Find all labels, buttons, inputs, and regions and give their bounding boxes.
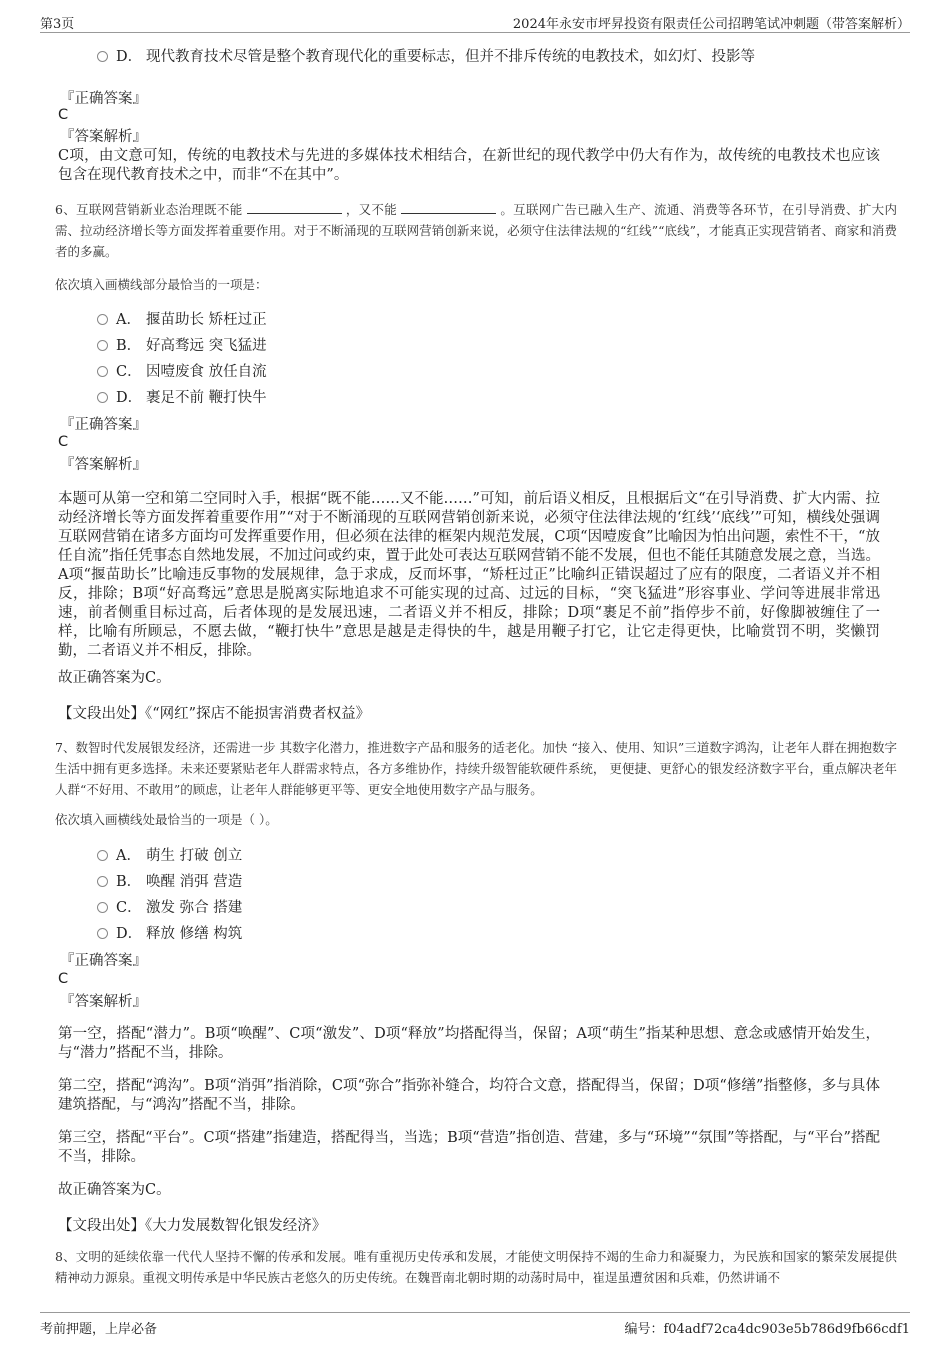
radio-icon[interactable] <box>97 902 108 913</box>
radio-icon[interactable] <box>97 850 108 861</box>
answer-value: C <box>58 434 69 450</box>
analysis-text-3: 第三空，搭配“平台”。C项“搭建”指建造，搭配得当，当选；B项“营造”指创造、营建，多与“环境”“氛围”等搭配，与“平台”搭配不当，排除。 <box>58 1130 880 1165</box>
radio-icon[interactable] <box>97 314 108 325</box>
q6-option-c[interactable]: C． 因噎废食 放任自流 <box>97 362 267 382</box>
source-citation: 【文段出处】《“网红”探店不能损害消费者权益》 <box>58 706 371 722</box>
analysis-text: 本题可从第一空和第二空同时入手，根据“既不能……又不能……”可知，前后语义相反，且根据后文“在引导消费、扩大内需、拉动经济增长等方面发挥着重要作用”“对于不断涌现的互联网营销创新来说，必须守住法律法规的‘红线’‘底线’”可知，横线处强调互联网营销在诸多方面均可发挥重要作用，但必须在法律的框架内规范发展，C项“因噎废食”比喻因为怕出问题，索性不干，“放任自流”指任凭事态自然地发展，不加过问或约束，置于此处可表达互联网营销不能不发展，但也不能任其随意发展之意，当选。A项“揠苗助长”比喻违反事物的发展规律，急于求成，反而坏事，“矫枉过正”比喻纠正错误超过了应有的限度，二者语义并不相反，排除；B项“好高骛远”意思是脱离实际地追求不可能实现的过高、过远的目标，“突飞猛进”形容事业、学问等进展非常迅速，前者侧重目标过高，后者体现的是发展迅速，二者语义并不相反，排除；D项“裹足不前”指停步不前，好像脚被缠住了一样，比喻有所顾忌，不愿去做，“鞭打快牛”意思是越是走得快的牛，越是用鞭子打它，让它走得更快，比喻赏罚不明，奖懒罚勤，二者语义并不相反，排除。 <box>58 491 880 659</box>
blank-line <box>247 201 342 214</box>
q7-option-c[interactable]: C． 激发 弥合 搭建 <box>97 898 242 918</box>
answer-label: 『正确答案』 <box>60 91 147 107</box>
analysis-label: 『答案解析』 <box>60 129 147 145</box>
analysis-text-1: 第一空，搭配“潜力”。B项“唤醒”、C项“激发”、D项“释放”均搭配得当，保留；A项“萌生”指某种思想、意念或感情开始发生，与“潜力”搭配不当，排除。 <box>58 1026 880 1061</box>
radio-icon[interactable] <box>97 51 108 62</box>
radio-icon[interactable] <box>97 340 108 351</box>
answer-value: C <box>58 971 69 987</box>
source-citation: 【文段出处】《大力发展数智化银发经济》 <box>58 1218 327 1234</box>
analysis-label: 『答案解析』 <box>60 994 147 1010</box>
q6-option-a[interactable]: A． 揠苗助长 矫枉过正 <box>97 310 267 330</box>
q7-stem: 7、数智时代发展银发经济，还需进一步 其数字化潜力，推进数字产品和服务的适老化。加快 “接入、使用、知识”三道数字鸿沟，让老年人群在拥抱数字生活中拥有更多选择。未来还要紧贴老年人群需求特点，各方多维协作，持续升级智能软硬件系统， 更便捷、更舒心的银发经济数字平台，重点解决老年人群“不好用、不敢用”的顾虑，让老年人群能够更平等、更安全地使用数字产品与服务。 <box>55 740 897 797</box>
analysis-text: C项，由文意可知，传统的电教技术与先进的多媒体技术相结合，在新世纪的现代教学中仍大有作为，故传统的电教技术也应该包含在现代教育技术之中，而非“不在其中”。 <box>58 148 880 183</box>
q6-option-b[interactable]: B． 好高骛远 突飞猛进 <box>97 336 267 356</box>
radio-icon[interactable] <box>97 366 108 377</box>
answer-label: 『正确答案』 <box>60 953 147 969</box>
q7-prompt: 依次填入画横线处最恰当的一项是（ ）。 <box>55 812 278 827</box>
analysis-text-2: 第二空，搭配“鸿沟”。B项“消弭”指消除，C项“弥合”指弥补缝合，均符合文意，搭配得当，保留；D项“修缮”指整修，多与具体建筑搭配，与“鸿沟”搭配不当，排除。 <box>58 1078 880 1113</box>
q8-stem: 8、文明的延续依靠一代代人坚持不懈的传承和发展。唯有重视历史传承和发展，才能使文明保持不竭的生命力和凝聚力，为民族和国家的繁荣发展提供精神动力源泉。重视文明传承是中华民族古老悠久的历史传统。在魏晋南北朝时期的动荡时局中，崔逞虽遭贫困和兵难，仍然讲诵不 <box>55 1249 897 1285</box>
answer-label: 『正确答案』 <box>60 417 147 433</box>
page-number: 第3页 <box>40 17 75 32</box>
analysis-label: 『答案解析』 <box>60 457 147 473</box>
q6-prompt: 依次填入画横线部分最恰当的一项是： <box>55 277 268 292</box>
blank-line <box>401 201 496 214</box>
q6-option-d[interactable]: D． 裹足不前 鞭打快牛 <box>97 388 267 408</box>
conclusion-text: 故正确答案为C。 <box>58 670 171 686</box>
q7-option-a[interactable]: A． 萌生 打破 创立 <box>97 846 242 866</box>
document-code: 编号：f04adf72ca4dc903e5b786d9fb66cdf1 <box>624 1322 910 1337</box>
footer-slogan: 考前押题，上岸必备 <box>40 1322 158 1337</box>
conclusion-text: 故正确答案为C。 <box>58 1182 171 1198</box>
q7-option-d[interactable]: D． 释放 修缮 构筑 <box>97 924 242 944</box>
radio-icon[interactable] <box>97 876 108 887</box>
q7-option-b[interactable]: B． 唤醒 消弭 营造 <box>97 872 242 892</box>
q6-stem: 6、互联网营销新业态治理既不能 ，又不能 。互联网广告已融入生产、流通、消费等各环节，在引导消费、扩大内需、拉动经济增长等方面发挥着重要作用。对于不断涌现的互联网营销创新来说，必须守住法律法规的“红线”“底线”，才能真正实现营销者、商家和消费者的多赢。 <box>55 202 897 259</box>
answer-value: C <box>58 107 69 123</box>
radio-icon[interactable] <box>97 928 108 939</box>
page-footer <box>40 1312 910 1337</box>
page-header <box>40 10 910 33</box>
radio-icon[interactable] <box>97 392 108 403</box>
q5-option-d[interactable]: D． 现代教育技术尽管是整个教育现代化的重要标志，但并不排斥传统的电教技术，如幻灯、投影等 <box>97 47 755 67</box>
document-title: 2024年永安市坪昇投资有限责任公司招聘笔试冲刺题（带答案解析） <box>512 17 910 32</box>
